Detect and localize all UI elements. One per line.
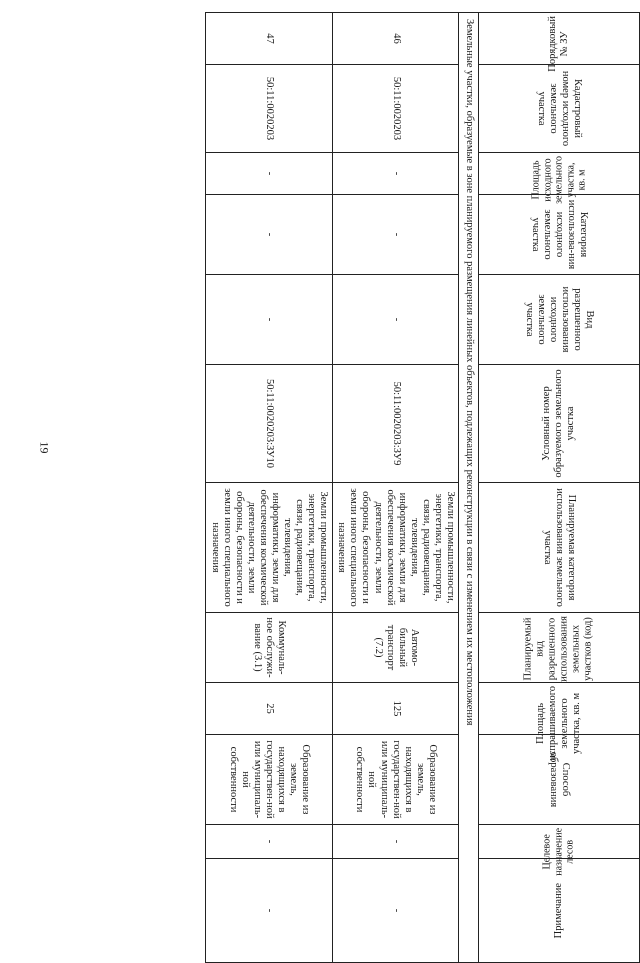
cell-use-src: - xyxy=(206,275,333,365)
cell-num: 46 xyxy=(332,13,459,65)
land-plots-table xyxy=(205,12,640,963)
header-use-src: Вид разрешенного использования исходного земельного участка xyxy=(478,275,639,365)
header-cond-num: Условный номер образуемого земельного участка xyxy=(478,365,639,483)
page-number: 19 xyxy=(37,441,52,454)
cell-use-src: - xyxy=(332,275,459,365)
header-note: Примечание xyxy=(478,859,639,963)
header-method: Способ образования xyxy=(478,735,639,825)
cell-planned-cat: Земли промышленности, энергетики, транспорта, связи, радиовещания, телевидения, информатики, земли для обеспечения космической деятельности, земли обороны, безопасности и земли иного специального назначения xyxy=(332,483,459,613)
header-category-src: Категория использова-ния исходного земельного участка xyxy=(478,195,639,275)
cell-cond-num: 50:11:0020203:ЗУ9 xyxy=(332,365,459,483)
header-cadastral: Кадастровый номер исходного земельного участка xyxy=(478,65,639,153)
cell-planned-use: Автомо-бильный транспорт (7.2) xyxy=(332,613,459,683)
header-planned-cat: Планируемая категория использования земельного участка xyxy=(478,483,639,613)
cell-method: Образование из земель, находящихся в государствен-ной или муниципаль-ной собственности xyxy=(332,735,459,825)
cell-note: - xyxy=(332,859,459,963)
table-row xyxy=(332,13,459,963)
cell-category-src: - xyxy=(206,195,333,275)
cell-area-src: - xyxy=(332,153,459,195)
cell-forest: - xyxy=(206,825,333,859)
cell-num: 47 xyxy=(206,13,333,65)
cell-planned-cat: Земли промышленности, энергетики, транспорта, связи, радиовещания, телевидения, информатики, земли для обеспечения космической деятельности, земли обороны, безопасности и земли иного специального назначения xyxy=(206,483,333,613)
header-area-src: Площадь исходного земельного участка, кв. м xyxy=(478,153,639,195)
header-num: Порядковый № ЗУ xyxy=(478,13,639,65)
cell-area-req: 125 xyxy=(332,683,459,735)
cell-cond-num: 50:11:0020203:ЗУ10 xyxy=(206,365,333,483)
cell-method: Образование из земель, находящихся в государствен-ной или муниципаль-ной собственности xyxy=(206,735,333,825)
cell-planned-use: Коммуналь-ное обслужи-вание (3.1) xyxy=(206,613,333,683)
cell-forest: - xyxy=(332,825,459,859)
cell-category-src: - xyxy=(332,195,459,275)
cell-cadastral: 50:11:0020203 xyxy=(332,65,459,153)
cell-cadastral: 50:11:0020203 xyxy=(206,65,333,153)
header-area-req: Площадь испрашиваемого земельного участка, кв. м xyxy=(478,683,639,735)
cell-note: - xyxy=(206,859,333,963)
table-row xyxy=(206,13,333,963)
cell-area-req: 25 xyxy=(206,683,333,735)
section-title: Земельные участки, образуемые в зоне планируемого размещения линейных объектов, подлежащих реконструкции в связи с изменением их местоположения xyxy=(459,13,478,963)
rotated-table-container xyxy=(205,12,640,939)
section-row xyxy=(459,13,478,963)
header-forest: Целевое назначение лесов xyxy=(478,825,639,859)
header-row xyxy=(478,13,639,963)
header-planned-use: Планируемый вид разрешенного использования земельных участков (код) xyxy=(478,613,639,683)
cell-area-src: - xyxy=(206,153,333,195)
